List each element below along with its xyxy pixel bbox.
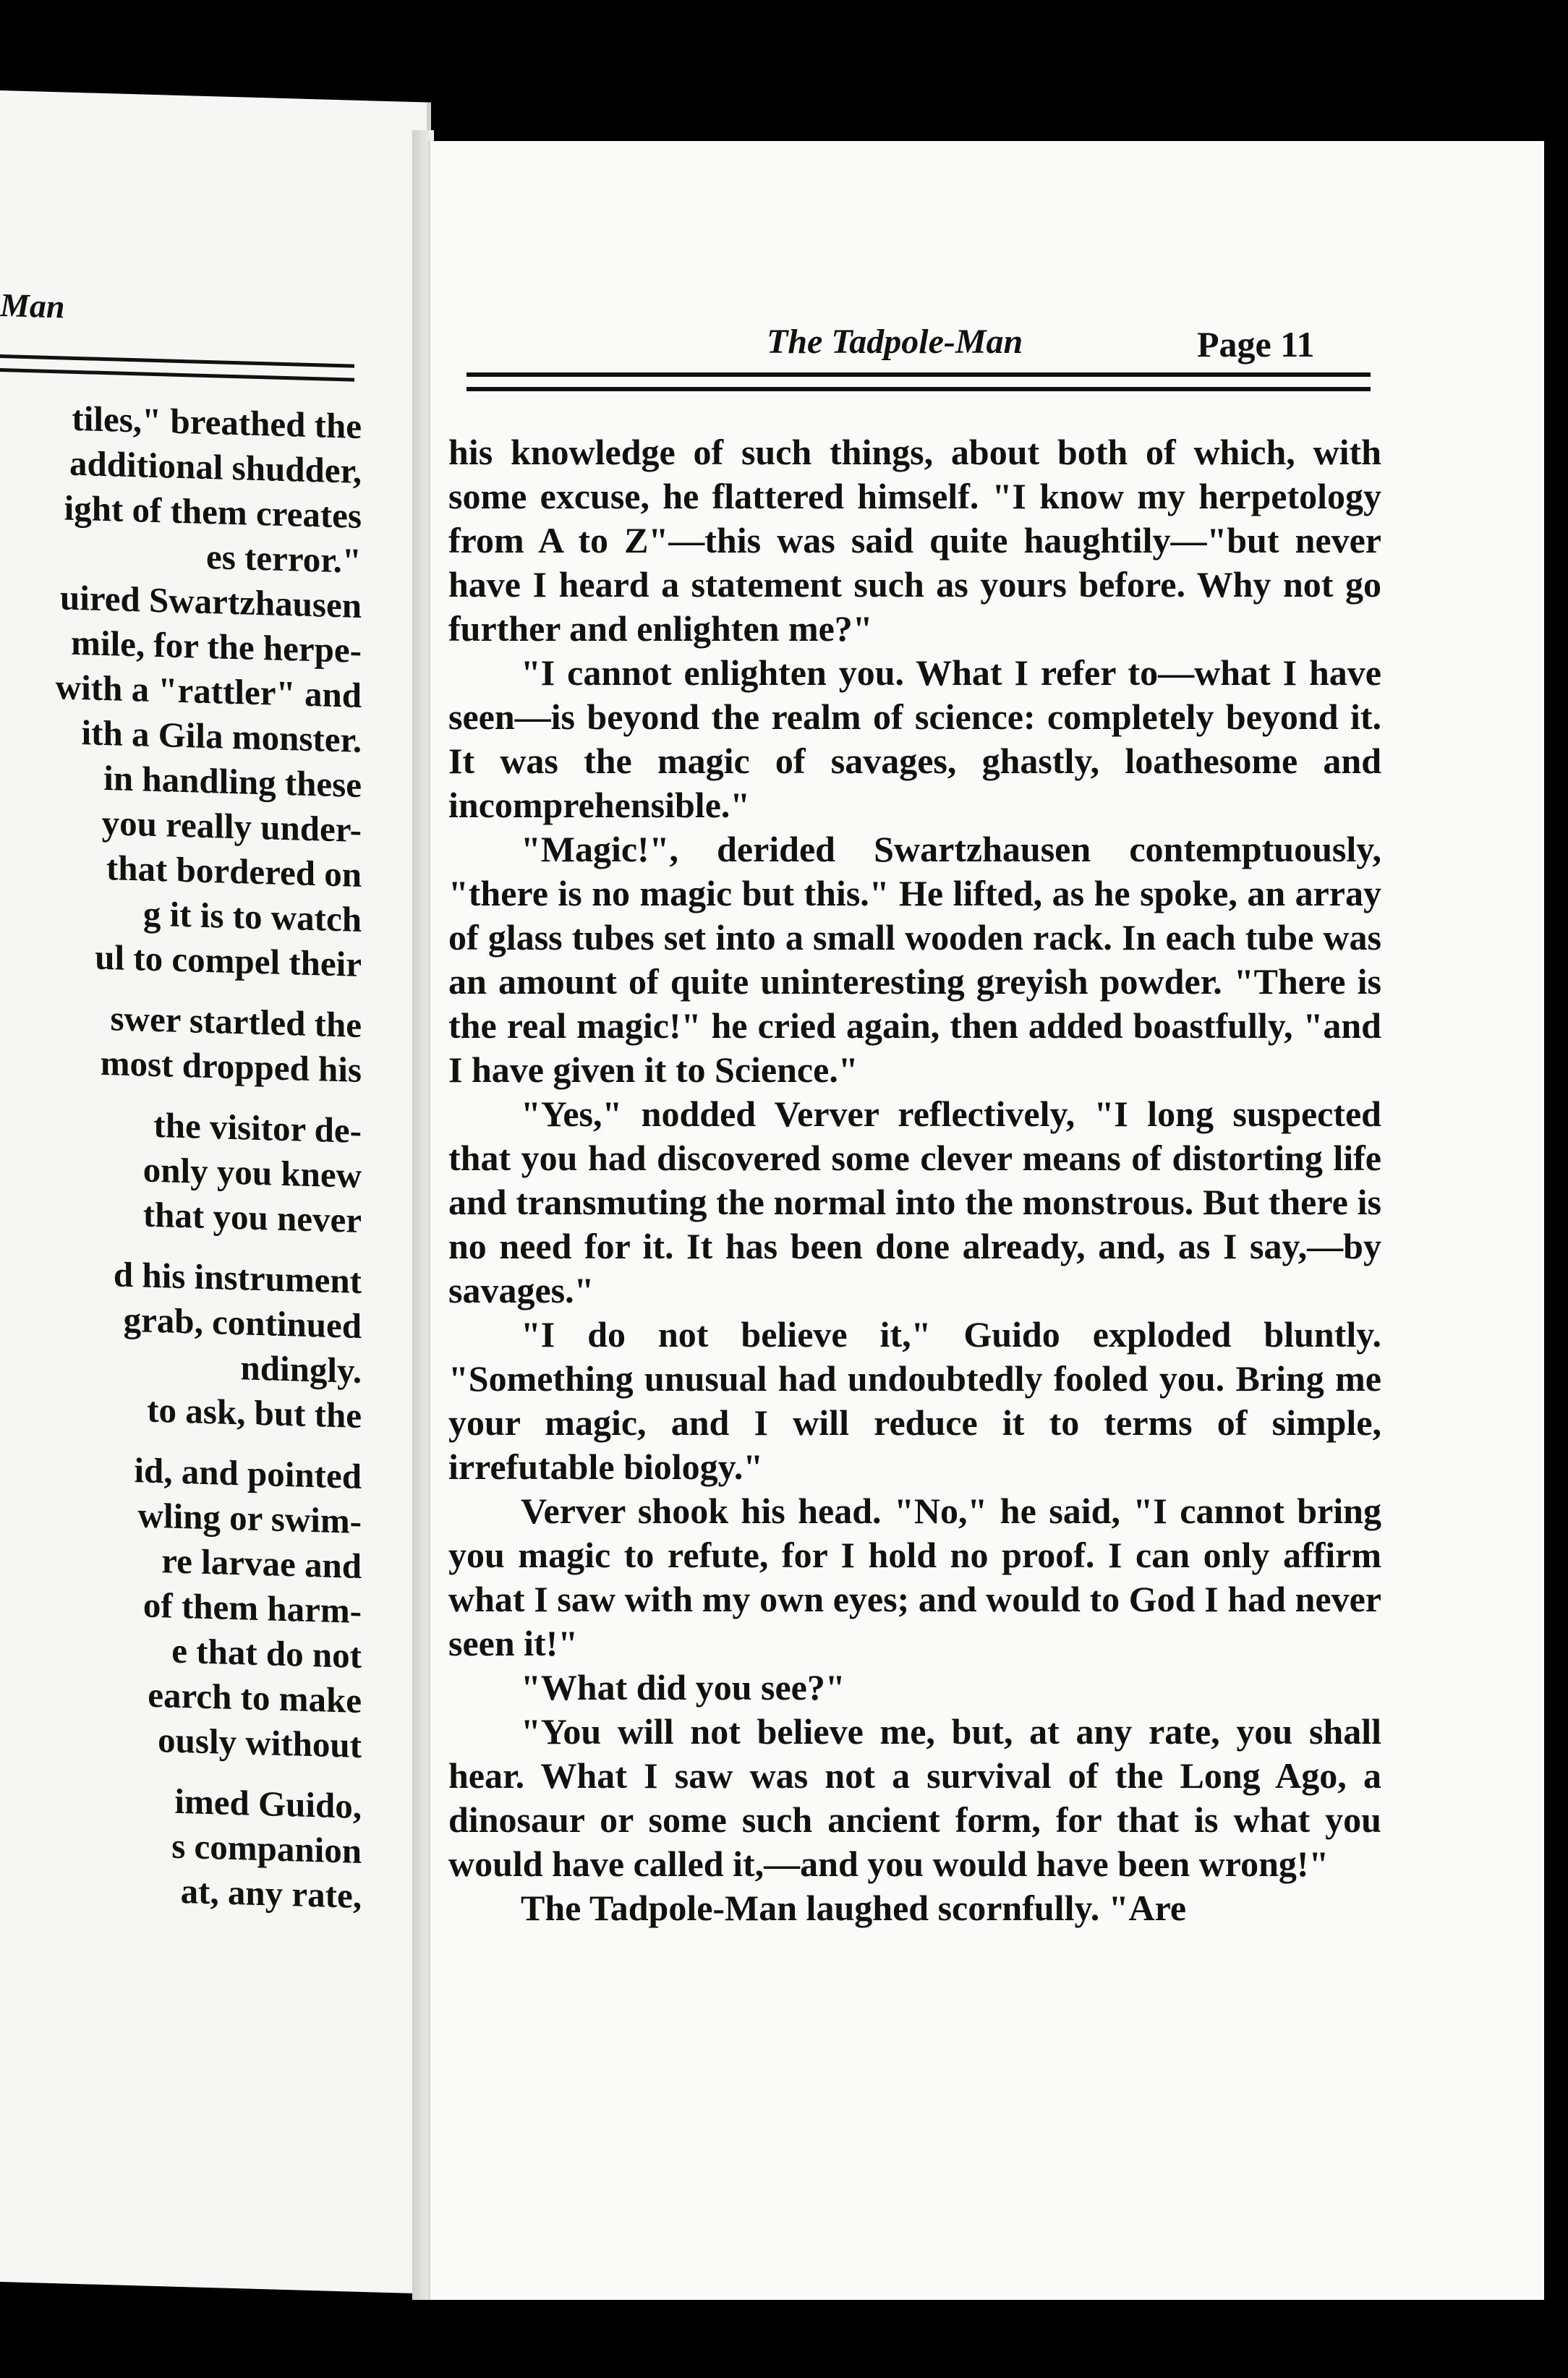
text-line: earch to make [148,1674,362,1721]
text-line: grab, continued [123,1299,362,1346]
text-line: in handling these [103,758,362,805]
text-line: with a "rattler" and [55,667,362,715]
text-line: es terror." [206,536,362,581]
text-line: most dropped his [100,1042,362,1090]
text-line: uired Swartzhausen [59,577,362,626]
paragraph: "Yes," nodded Verver reflectively, "I long suspected that you had discovered some clever means of distorting life and transmuting the normal into the monstrous. But there is no need for it. It has been done already, and, as I say,—by savages." [448,1094,1381,1311]
page-number: Page 11 [1197,324,1315,365]
text-line: ight of them creates [64,487,362,536]
text-line: ously without [158,1720,362,1765]
text-line: the visitor de- [153,1104,362,1151]
left-page-text [0,394,362,1919]
text-line: d his instrument [113,1254,362,1301]
text-line: re larvae and [161,1540,362,1586]
running-title: The Tadpole-Man [767,323,1023,361]
text-line: that you never [142,1194,362,1240]
text-line: id, and pointed [134,1450,362,1496]
text-line: imed Guido, [174,1781,362,1826]
text-line: g it is to watch [142,893,362,939]
header-rule [466,372,1371,391]
text-line: that bordered on [106,848,362,895]
running-head [430,322,1544,365]
page-11 [428,141,1544,2300]
text-line: ndingly. [240,1347,362,1391]
text-line: swer startled the [110,998,362,1045]
paragraph: "I cannot enlighten you. What I refer to—what I have seen—is beyond the realm of science: completely beyond it. It was the magic of savages, ghastly, loathesome and incomprehensible." [448,652,1381,825]
paragraph: "You will not believe me, but, at any rate, you shall hear. What I saw was not a survival of the Long Ago, a dinosaur or some such ancient form, for that is what you would have called it,—and you would have been wrong!" [448,1711,1381,1884]
paragraph: "What did you see?" [521,1667,845,1708]
text-line: e that do not [171,1630,362,1676]
text-line: additional shudder, [69,443,362,491]
text-line: you really under- [101,802,362,850]
text-line: wling or swim- [137,1495,362,1541]
text-line: only you knew [142,1149,362,1196]
text-line: at, any rate, [180,1870,362,1916]
text-line: of them harm- [142,1585,362,1631]
paragraph: "Magic!", derided Swartzhausen contemptuously, "there is no magic but this." He lifted, as he spoke, an array of glass tubes set into a small wooden rack. In each tube was an amount of quite uninteresting greyish powder. "There is the real magic!" he cried again, then added boastfully, "and I have given it to Science." [448,829,1381,1090]
paragraph: his knowledge of such things, about both of which, with some excuse, he flattered himself. "I know my herpetology from A to Z"—this was said quite haughtily—"but never have I heard a statement such as yours before. Why not go further and enlighten me?" [448,432,1381,649]
left-running-head: Man [0,286,65,325]
text-line: ul to compel their [95,937,362,984]
paragraph: "I do not believe it," Guido exploded bluntly. "Something unusual had undoubtedly fooled you. Bring me your magic, and I will reduce it to terms of simple, irrefutable biology." [448,1314,1381,1487]
text-line: mile, for the herpe- [71,622,362,670]
text-line: tiles," breathed the [72,398,362,446]
paragraph: The Tadpole-Man laughed scornfully. "Are [521,1888,1187,1928]
paragraph: Verver shook his head. "No," he said, "I cannot bring you magic to refute, for I hold no proof. I can only affirm what I saw with my own eyes; and would to God I had never seen it!" [448,1491,1381,1663]
left-header-rule [0,354,354,382]
facing-page-left [0,90,431,2294]
text-line: ith a Gila monster. [81,712,362,760]
text-line: s companion [171,1825,362,1871]
body-text [448,430,1381,1930]
text-line: to ask, but the [147,1389,362,1436]
